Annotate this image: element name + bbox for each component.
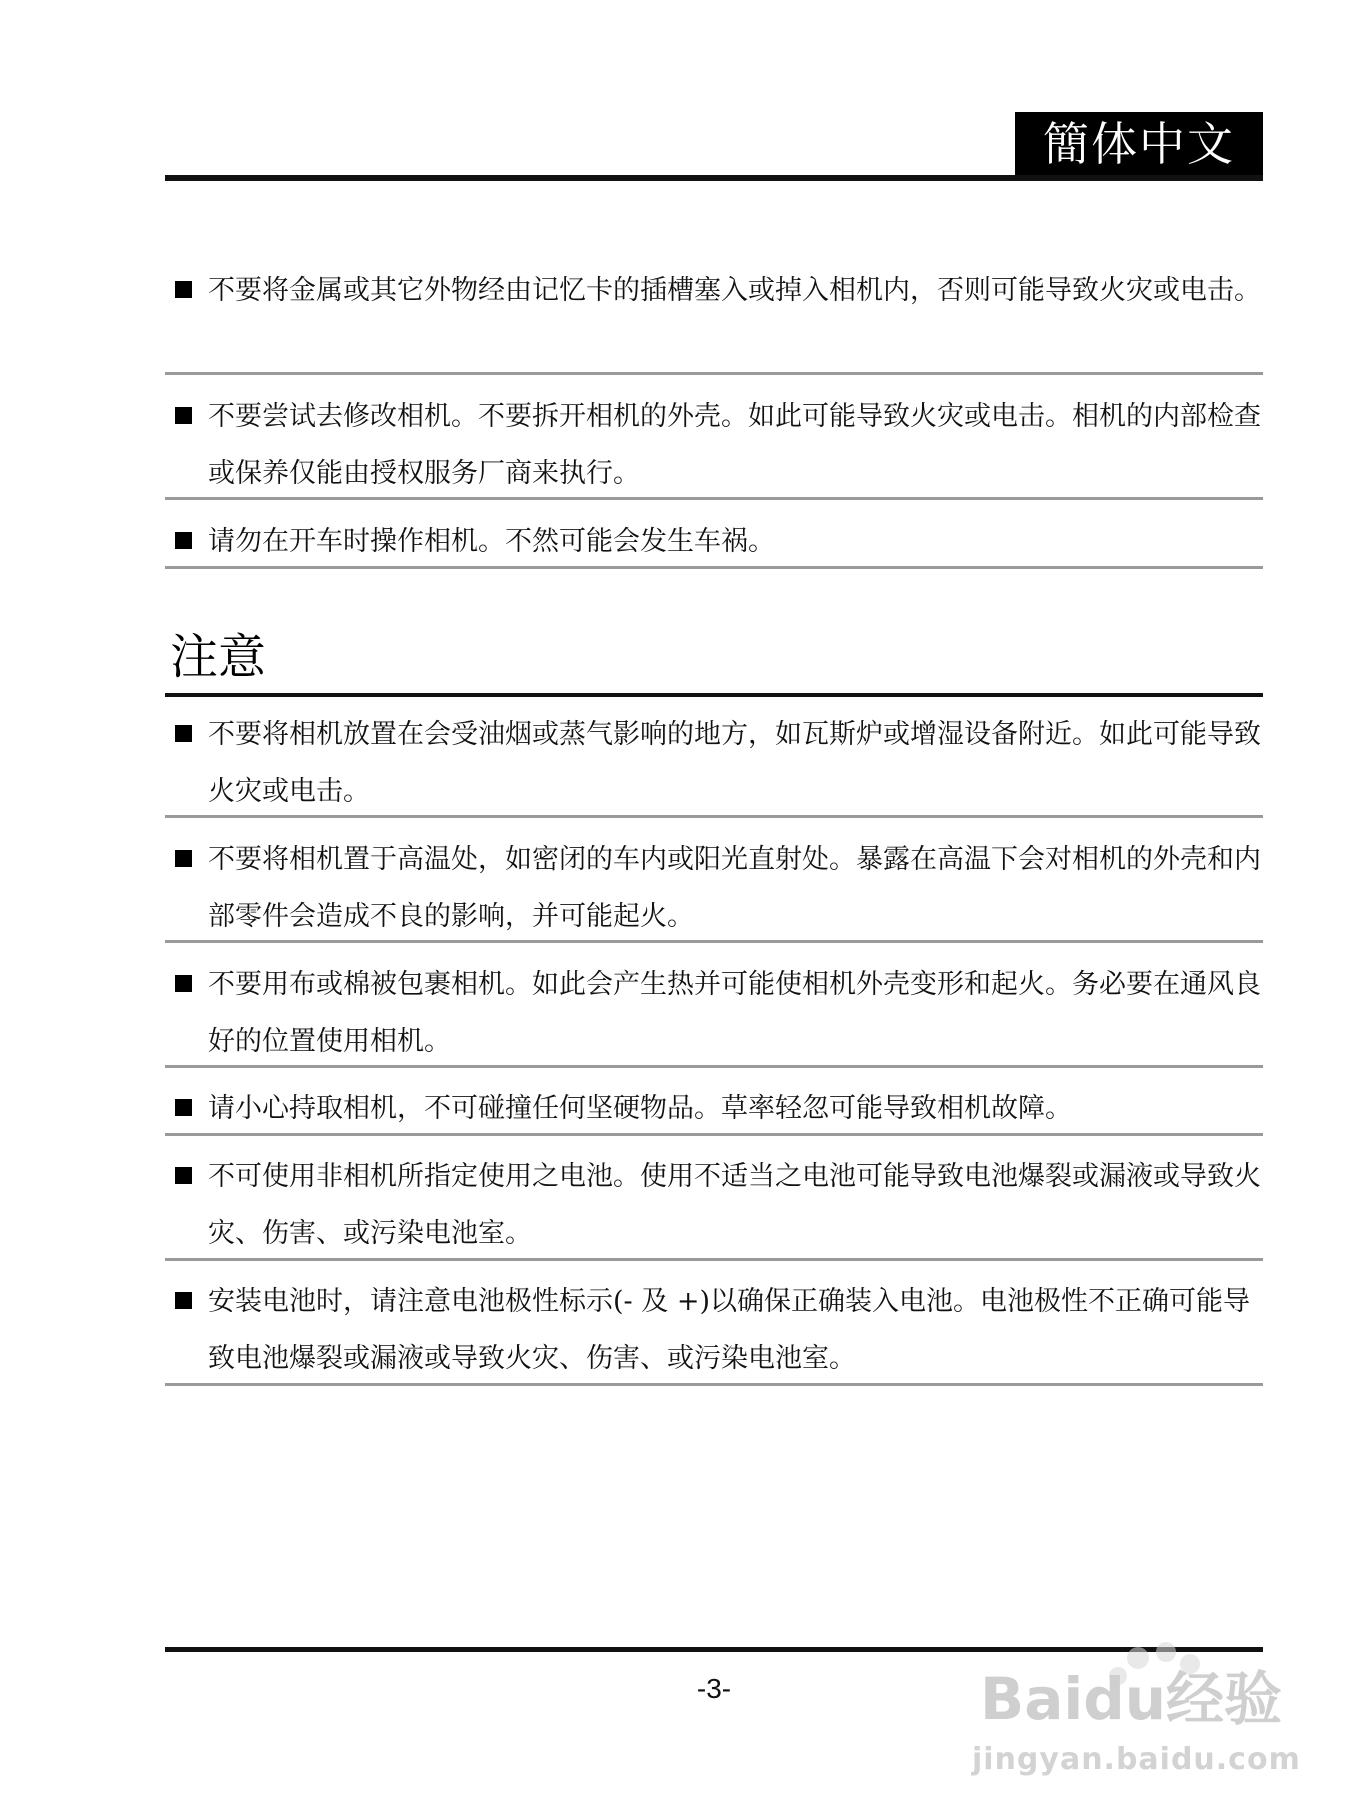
page-number: -3- xyxy=(696,1673,732,1704)
square-bullet-icon xyxy=(175,407,192,424)
caution-item xyxy=(165,831,1263,945)
caution-item xyxy=(165,1273,1263,1387)
item-divider xyxy=(165,372,1263,375)
square-bullet-icon xyxy=(175,532,192,549)
caution-text: 安装电池时，请注意电池极性标示(- 及 +)以确保正确装入电池。电池极性不正确可能导致电池爆裂或漏液或导致火灾、伤害、或污染电池室。 xyxy=(208,1286,1250,1374)
item-divider xyxy=(165,1258,1263,1261)
caution-item xyxy=(165,1148,1263,1262)
warning-text: 请勿在开车时操作相机。不然可能会发生车祸。 xyxy=(208,526,775,557)
item-divider xyxy=(165,1065,1263,1068)
warning-item xyxy=(165,513,1263,570)
warning-text: 不要将金属或其它外物经由记忆卡的插槽塞入或掉入相机内，否则可能导致火灾或电击。 xyxy=(208,275,1261,306)
square-bullet-icon xyxy=(175,1099,192,1116)
item-divider xyxy=(165,1383,1263,1386)
warning-text: 不要尝试去修改相机。不要拆开相机的外壳。如此可能导致火灾或电击。相机的内部检查或保养仅能由授权服务厂商来执行。 xyxy=(208,401,1261,489)
watermark-logo-text: Baidu经验 xyxy=(980,1665,1283,1733)
item-divider xyxy=(165,1133,1263,1136)
section-title: 注意 xyxy=(170,629,267,685)
square-bullet-icon xyxy=(175,1292,192,1309)
square-bullet-icon xyxy=(175,725,192,742)
warning-item xyxy=(165,262,1263,319)
language-label: 簡体中文 xyxy=(1015,112,1263,176)
caution-text: 不可使用非相机所指定使用之电池。使用不适当之电池可能导致电池爆裂或漏液或导致火灾、伤害、或污染电池室。 xyxy=(208,1161,1261,1249)
caution-item xyxy=(165,1080,1263,1137)
item-divider xyxy=(165,497,1263,500)
square-bullet-icon xyxy=(175,975,192,992)
square-bullet-icon xyxy=(175,1167,192,1184)
caution-text: 不要用布或棉被包裹相机。如此会产生热并可能使相机外壳变形和起火。务必要在通风良好的位置使用相机。 xyxy=(208,969,1261,1057)
caution-text: 不要将相机置于高温处，如密闭的车内或阳光直射处。暴露在高温下会对相机的外壳和内部零件会造成不良的影响，并可能起火。 xyxy=(208,844,1261,932)
caution-item xyxy=(165,956,1263,1070)
warning-item xyxy=(165,388,1263,502)
caution-text: 请小心持取相机，不可碰撞任何坚硬物品。草率轻忽可能导致相机故障。 xyxy=(208,1093,1072,1124)
square-bullet-icon xyxy=(175,281,192,298)
square-bullet-icon xyxy=(175,850,192,867)
header-divider xyxy=(165,175,1263,181)
section-divider xyxy=(165,693,1263,697)
item-divider xyxy=(165,940,1263,943)
watermark-url: jingyan.baidu.com xyxy=(972,1742,1301,1777)
caution-text: 不要将相机放置在会受油烟或蒸气影响的地方，如瓦斯炉或增湿设备附近。如此可能导致火灾或电击。 xyxy=(208,719,1261,807)
item-divider xyxy=(165,815,1263,818)
item-divider xyxy=(165,566,1263,569)
caution-item xyxy=(165,706,1263,820)
